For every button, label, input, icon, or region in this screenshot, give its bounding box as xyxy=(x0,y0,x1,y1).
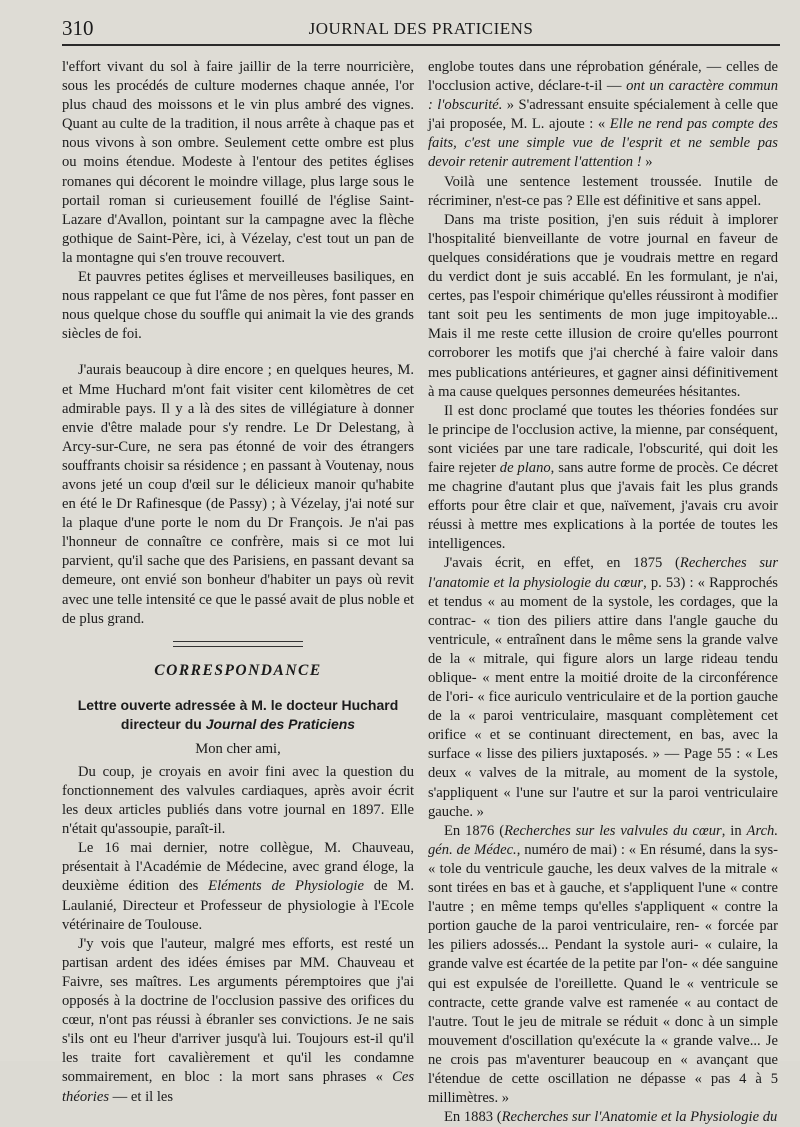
letter-title-line2-prefix: directeur du xyxy=(120,715,206,732)
text-run: Le 16 mai dernier, notre collègue, M. Chauveau, présentait à l'Académie de Médecine, avec grand éloge, la deuxième édition des xyxy=(62,840,414,895)
journal-name: Journal des Praticiens xyxy=(205,715,356,732)
quote-text: Ces théories xyxy=(62,1069,414,1105)
paragraph xyxy=(62,935,414,1107)
text-run: En 1883 ( xyxy=(444,1109,502,1126)
paragraph xyxy=(428,402,778,555)
letter-title-line1: Lettre ouverte adressée à M. le docteur Huchard xyxy=(77,696,399,713)
paragraph: J'aurais beaucoup à dire encore ; en quelques heures, M. et Mme Huchard m'ont fait visiter cent kilomètres de cet admirable pays. Il y a là des sites de villégiature à donner envie d'être malade pour s'y rendre. Le Dr Delestang, à Arcy-sur-Cure, ne sera pas étonné de voir des étrangers souffrants choisir sa résidence ; en passant à Voutenay, nous avons jeté un coup d'œil sur le délicieux manoir qu'habite en été le Dr Rafinesque (de Passy) ; à Vézelay, j'ai noté sur la plaque d'une porte le nom du Dr François. Je n'ai pas l'honneur de connaître ce confrère, mais si ce mot lui parvient, qu'il sache que des Parisiens, en passant devant sa demeure, ont envié son bonheur d'habiter un pays où revit avec une telle intensité ce que le passé avait de plus noble et de plus grand. xyxy=(62,362,414,627)
book-title: Recherches sur l'Anatomie et la Physiologie du xyxy=(501,1109,778,1126)
left-column xyxy=(62,58,414,1107)
right-column xyxy=(428,58,778,1127)
decorative-rule xyxy=(173,641,303,647)
latin-phrase: de plano xyxy=(499,459,551,476)
paragraph: Et pauvres petites églises et merveilleuses basiliques, en nous rappelant ce que fut l'âme de nos pères, font passer en nous quelque chose du souffle qui animait la vie des grands siècles de foi. xyxy=(62,269,414,343)
text-run: » xyxy=(641,154,653,171)
paragraph xyxy=(428,1108,778,1127)
text-run: , p. 53) : « Rapprochés et tendus « au moment de la systole, les cordages, que la contrac- « tion des piliers attire dans l'angle gauche du ventricule, « entraînent dans le même sens la grande valve de la « mitrale, qui figure alors un large rideau tendu oblique- « ment entre la moitié droite de la circonférence de l'ori- « fice auriculo ventriculaire et de la portion gauche de la « paroi ventriculaire, masquant complètement cet orifice « et se continuant directement, en bas, avec la surface « lisse des piliers juxtaposés. » — Page 55 : « Les deux « valves de la mitrale, au moment de la systole, s'appliquent « l'une sur l'autre et sur la paroi ventriculaire gauche. » xyxy=(428,574,778,820)
text-run: , in xyxy=(721,822,747,839)
running-title: JOURNAL DES PRATICIENS xyxy=(308,19,534,38)
paragraph xyxy=(428,58,778,173)
book-title: Recherches sur l'anatomie et la physiologie du cœur xyxy=(428,555,778,591)
text-run: J'avais écrit, en effet, en 1875 ( xyxy=(444,555,680,572)
text-run: — et il les xyxy=(109,1088,174,1105)
section-title: CORRESPONDANCE xyxy=(154,661,322,679)
page-header xyxy=(62,14,780,46)
book-title: Eléments de Physiologie xyxy=(208,878,364,895)
text-run: de M. Laulanié, Directeur et Professeur de physiologie à l'Ecole vétérinaire de Toulouse. xyxy=(62,878,414,933)
text-run: , sans autre forme de procès. Ce décret me chagrine d'autant plus que j'avais fait les plus grands efforts pour être clair et que, naïvement, j'avais cru avoir réussi à mettre mes explications à la portée de toutes les intelligences. xyxy=(428,459,778,553)
page-number: 310 xyxy=(62,16,94,40)
paragraph: Voilà une sentence lestement troussée. Inutile de récriminer, n'est-ce pas ? Elle est définitive et sans appel. xyxy=(428,173,778,209)
quote-text: ont un caractère commun : l'obscurité. xyxy=(428,78,778,114)
paragraph: l'effort vivant du sol à faire jaillir de la terre nourricière, sous les procédés de culture modernes chaque année, l'or plus chaud des moissons et le vin plus ambré des vignes. Quant au culte de la tradition, il nous arrête à chaque pas et nous vivons à son ombre. Seulement cette ombre est plus ou moins étendue. Modeste à l'entour des petites églises romanes qui décorent le moindre village, plus large sous le portail roman si curieusement fouillé de l'église Saint-Lazare d'Avallon, pointant sur la campagne avec la flèche gothique de Saint-Père, ici, à Vézelay, c'est tout un pan de la montagne qui s'en trouve recouvert. xyxy=(62,59,414,266)
journal-citation: Arch. gén. de Médec. xyxy=(428,822,779,858)
book-title: Recherches sur les valvules du cœur xyxy=(504,822,722,839)
text-run: J'y vois que l'auteur, malgré mes efforts, est resté un partisan ardent des idées émises par MM. Chauveau et Faivre, ses maîtres. Les arguments péremptoires que j'ai opposés à la doctrine de l'occlusion passive des orifices du cœur, n'ont pas réussi à ébranler ses convictions. Je ne sais s'ils ont eu l'heur d'arriver jusqu'à lui. Toujours est-il qu'il les traite fort cavalièrement et qu'il les condamne sommairement, en bloc : la mort sans phrases « xyxy=(62,935,414,1086)
text-run: En 1876 ( xyxy=(444,822,505,839)
salutation: Mon cher ami, xyxy=(195,740,281,757)
paragraph xyxy=(428,822,778,1108)
text-run: , numéro de mai) : « En résumé, dans la sys- « tole du ventricule gauche, les deux valves de la mitrale « sont tirées en bas et à gauche, et s'appliquent l'une « contre l'autre ; en même temps qu'elles s'appliquent « contre la portion gauche de la paroi ventriculaire, ren- « forcée par les piliers adossés... Pendant la systole auri- « culaire, la grande valve est écartée de la petite par l'on- « dée sanguine qui est expulsée de l'oreillette. Quand le « ventricule se contracte, cette grande valve est ramenée « au contact de l'autre. Tout le jeu de mitrale se réduit « donc à un simple mouvement d'oscillation qu'exécute la « grande valve... Je ne crois pas m'aventurer beaucoup en « avançant que l'étendue de cette oscillation ne dépasse « pas 4 à 5 millimètres. » xyxy=(428,841,779,1107)
letter-title xyxy=(62,696,414,734)
text-run: Il est donc proclamé que toutes les théories fondées sur le principe de l'occlusion active, la mienne, par conséquent, sont viciées par une tare radicale, l'obscurité, qui doit les faire rejeter xyxy=(428,402,778,476)
paragraph xyxy=(428,554,778,821)
paragraph: Dans ma triste position, j'en suis réduit à implorer l'hospitalité bienveillante de votre journal en faveur de quelques considérations que je voudrais mettre en regard du verdict dont je suis accablé. En les formulant, je n'ai, certes, pas l'espoir chimérique qu'elles réussiront à modifier tant soit peu les sentiments de mon juge impitoyable... Mais il me reste cette illusion de croire qu'elles pourront corroborer les motifs que j'ai cherché à faire valoir dans mes publications antérieures, et gagner ainsi définitivement à ma cause quelques personnes demeurées hésitantes. xyxy=(428,211,778,400)
paragraph xyxy=(62,839,414,934)
paragraph: Du coup, je croyais en avoir fini avec la question du fonctionnement des valvules cardiaques, après avoir écrit les deux articles publiés dans votre journal en 1897. Elle n'était qu'assoupie, paraît-il. xyxy=(62,763,414,838)
text-run: » S'adressant ensuite spécialement à celle que j'ai proposée, M. L. ajoute : « xyxy=(428,97,779,133)
text-run: englobe toutes dans une réprobation générale, — celles de l'occlusion active, déclare-t-il — xyxy=(428,59,778,95)
paragraph-gap xyxy=(62,344,414,361)
quote-text: Elle ne rend pas compte des faits, c'est une simple vue de l'esprit et ne semble pas devoir retenir autrement l'attention ! xyxy=(428,116,778,171)
